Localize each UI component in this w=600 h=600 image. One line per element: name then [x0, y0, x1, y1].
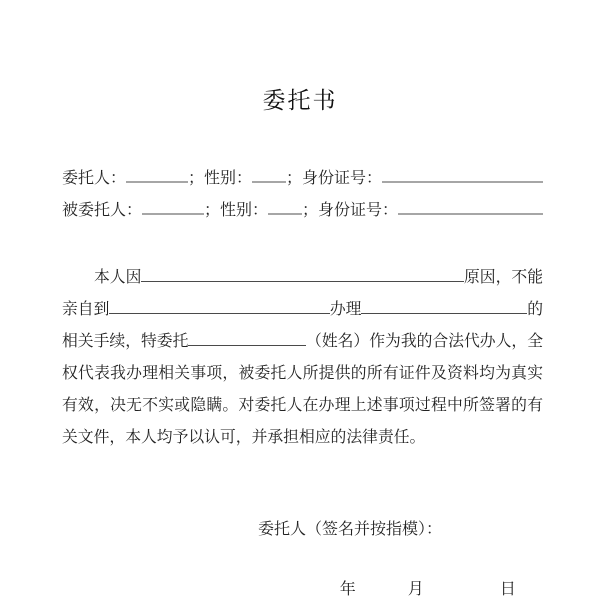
agent-label: 被委托人： [62, 202, 143, 219]
body-line-3 [62, 326, 543, 358]
document-title: 委托书 [262, 87, 338, 113]
date-line [322, 542, 516, 600]
agent-gender-label: ；性别： [204, 202, 269, 219]
agent-gender-blank [268, 213, 302, 215]
principal-label: 委托人： [62, 170, 127, 187]
principal-gender-blank [252, 181, 286, 183]
agent-id-label: ；身份证号： [302, 202, 399, 219]
year-label: 年 [339, 581, 356, 598]
body-line-3-post: （姓名）作为我的合法代办人，全 [306, 333, 543, 350]
body-line-2-post: 的 [527, 301, 543, 318]
principal-id-label: ；身份证号： [286, 170, 383, 187]
body-line-5: 有效，决无不实或隐瞒。对委托人在办理上述事项过程中所签署的有 [62, 397, 543, 414]
principal-line [62, 163, 543, 195]
body-line-2 [62, 294, 543, 326]
agent-name-fill-blank [188, 345, 306, 346]
body-line-4: 权代表我办理相关事项，被委托人所提供的所有证件及资料均为真实 [62, 365, 543, 382]
reason-blank [141, 281, 464, 282]
principal-name-blank [126, 181, 188, 183]
body-line-1-pre: 本人因 [94, 269, 142, 286]
principal-id-blank [382, 181, 543, 183]
day-label: 日 [499, 581, 516, 598]
body-line-1-post: 原因，不能 [464, 269, 543, 286]
signature-label: 委托人（签名并按指模）： [258, 521, 443, 538]
place-blank [109, 313, 329, 314]
agent-name-blank [142, 213, 204, 215]
matter-blank [361, 313, 527, 314]
principal-gender-label: ；性别： [188, 170, 253, 187]
body-line-1 [62, 262, 543, 294]
body-line-2-mid: 办理 [329, 301, 362, 318]
body-line-6: 关文件，本人均予以认可，并承担相应的法律责任。 [62, 429, 426, 446]
body-line-2-pre: 亲自到 [62, 301, 110, 318]
agent-line [62, 195, 543, 227]
agent-id-blank [398, 213, 543, 215]
month-label: 月 [407, 581, 424, 598]
body-paragraph [62, 262, 543, 454]
body-line-3-pre: 相关手续，特委托 [62, 333, 189, 350]
